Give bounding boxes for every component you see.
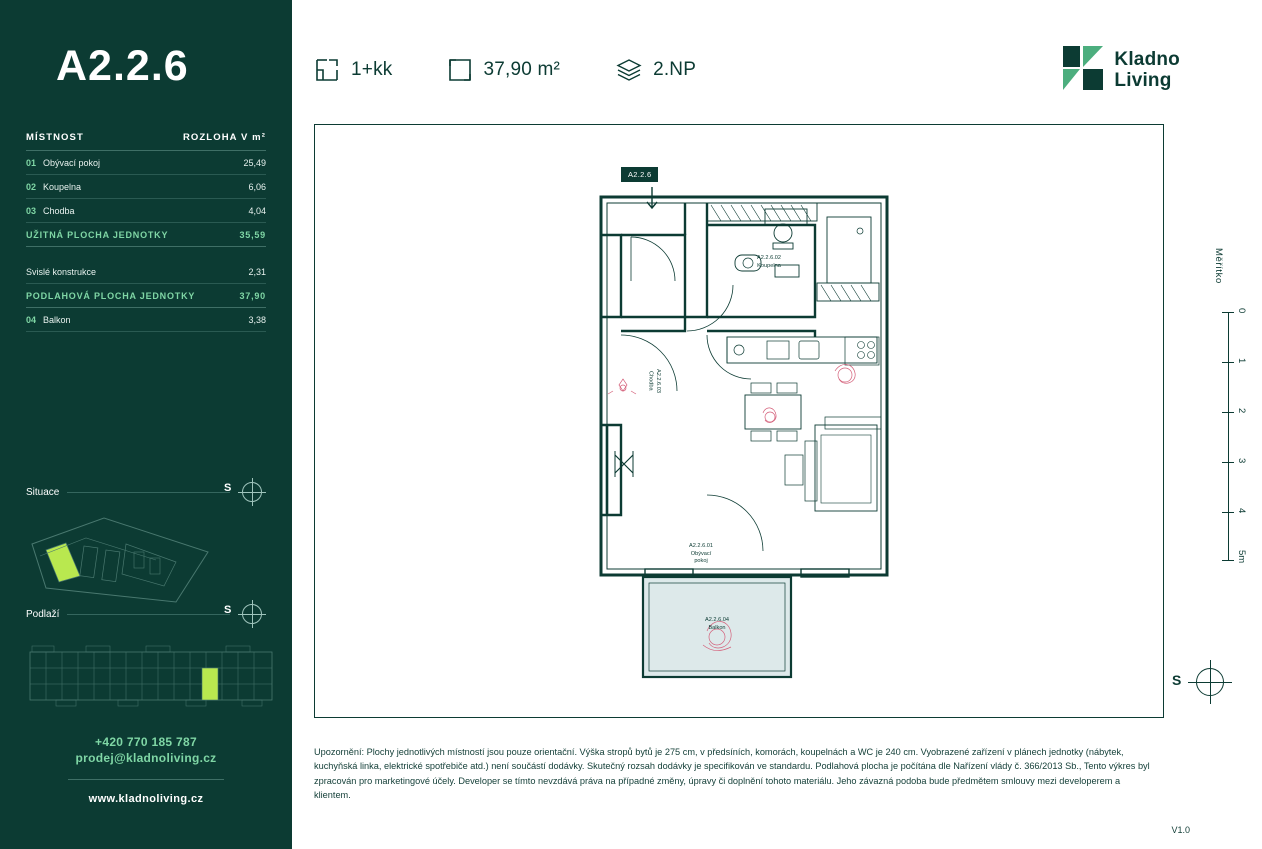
scale-tick-3: 3 xyxy=(1236,458,1247,464)
plan-frame xyxy=(314,124,1164,718)
col-room-label: MÍSTNOST xyxy=(26,132,84,143)
floor-area-value: 37,90 xyxy=(239,291,266,301)
room-number: 02 xyxy=(26,182,37,192)
room-label-living: A2.2.6.01 Obývací pokoj xyxy=(689,543,713,565)
scale-bar xyxy=(1192,248,1262,593)
main-area xyxy=(292,0,1247,849)
room-number: 03 xyxy=(26,206,37,216)
usable-area-row xyxy=(26,223,266,247)
structures-row xyxy=(26,260,266,284)
room-number: 04 xyxy=(26,315,37,325)
brand-line-1: Kladno xyxy=(1114,48,1180,70)
situace-compass-icon: S xyxy=(238,478,266,506)
table-row xyxy=(26,308,266,332)
floor-plate-minimap xyxy=(26,638,276,716)
podlazi-section xyxy=(26,600,266,716)
situace-section xyxy=(26,478,266,604)
room-name: Chodba xyxy=(43,206,75,216)
floor-area-row xyxy=(26,284,266,308)
floor-meta xyxy=(616,57,696,83)
contact-email[interactable]: prodej@kladnoliving.cz xyxy=(75,751,217,765)
room-label-balcony: A2.2.6.04 Balkon xyxy=(705,617,729,631)
scale-tick-2: 2 xyxy=(1236,408,1247,414)
plan-unit-tag: A2.2.6 xyxy=(621,167,658,182)
area-icon xyxy=(448,58,472,82)
podlazi-compass-icon: S xyxy=(238,600,266,628)
room-label-bathroom: A2.2.6.02 Koupelna xyxy=(757,255,781,269)
scale-label: Měřítko xyxy=(1213,248,1224,284)
structures-label: Svislé konstrukce xyxy=(26,267,97,277)
layout-value: 1+kk xyxy=(351,59,393,80)
scale-tick-5: 5m xyxy=(1236,550,1247,564)
room-name: Obývací pokoj xyxy=(43,158,101,168)
usable-area-label: UŽITNÁ PLOCHA JEDNOTKY xyxy=(26,230,169,240)
brand-logo[interactable] xyxy=(1063,46,1180,95)
table-row xyxy=(26,175,266,199)
disclaimer-text: Upozornění: Plochy jednotlivých místností jsou pouze orientační. Výška stropů bytů je 275 cm, v předsíních, komorách, koupelnách a WC je 240 cm. Vyobrazené zařízení v plánech jednotky (nábytek, kuchyňská linka, elektrické spotřebiče atd.) není součástí dodávky. Skutečný rozsah dodávky je specifikován ve standardu. Podlahová plocha je počítána dle Nařízení vlády č. 366/2013 Sb., Tento výkres byl zpracován pro marketingové účely. Developer se tímto nevzdává práva na případné změny, úpravy či doplnění tohoto materiálu. Jeho závazná podoba bude předmětem smlouvy mezi developerem a klientem. xyxy=(314,747,1150,800)
floor-area-label: PODLAHOVÁ PLOCHA JEDNOTKY xyxy=(26,291,196,301)
room-area: 4,04 xyxy=(248,206,266,216)
table-row xyxy=(26,151,266,175)
contact-divider xyxy=(68,779,224,780)
scale-tick-1: 1 xyxy=(1236,358,1247,364)
sidebar xyxy=(0,0,292,849)
room-name: Koupelna xyxy=(43,182,82,192)
scale-tick-0: 0 xyxy=(1236,308,1247,314)
room-area: 3,38 xyxy=(248,315,266,325)
usable-area-value: 35,59 xyxy=(239,230,266,240)
table-row xyxy=(26,199,266,223)
floor-value: 2.NP xyxy=(653,59,697,80)
plan-compass-icon xyxy=(1172,660,1232,704)
podlazi-label: Podlaží xyxy=(26,608,60,620)
situace-label: Situace xyxy=(26,486,60,498)
room-name: Balkon xyxy=(43,315,71,325)
structures-value: 2,31 xyxy=(248,267,266,277)
header-bar xyxy=(314,40,1180,100)
col-area-label: ROZLOHA V m² xyxy=(182,132,266,143)
room-number: 01 xyxy=(26,158,37,168)
kladno-living-logo-icon xyxy=(1063,46,1103,95)
contact-phone[interactable]: +420 770 185 787 xyxy=(95,735,197,749)
area-meta xyxy=(448,58,560,82)
site-plan-minimap xyxy=(26,516,211,604)
floorplan-icon xyxy=(314,57,340,83)
compass-south-label: S xyxy=(1172,672,1182,688)
brand-line-2: Living xyxy=(1114,69,1172,91)
unit-code: A2.2.6 xyxy=(56,42,189,90)
room-area: 25,49 xyxy=(243,158,266,168)
scale-tick-4: 4 xyxy=(1236,508,1247,514)
version-label: V1.0 xyxy=(1171,825,1190,835)
layers-icon xyxy=(616,57,642,83)
room-table xyxy=(26,132,266,332)
layout-meta xyxy=(314,57,392,83)
area-value: 37,90 m² xyxy=(483,59,561,80)
room-area: 6,06 xyxy=(248,182,266,192)
contact-block xyxy=(0,735,292,805)
contact-website[interactable]: www.kladnoliving.cz xyxy=(88,793,204,805)
room-label-hall: A2.2.6.03 Chodba xyxy=(647,369,661,393)
room-table-header xyxy=(26,132,266,151)
